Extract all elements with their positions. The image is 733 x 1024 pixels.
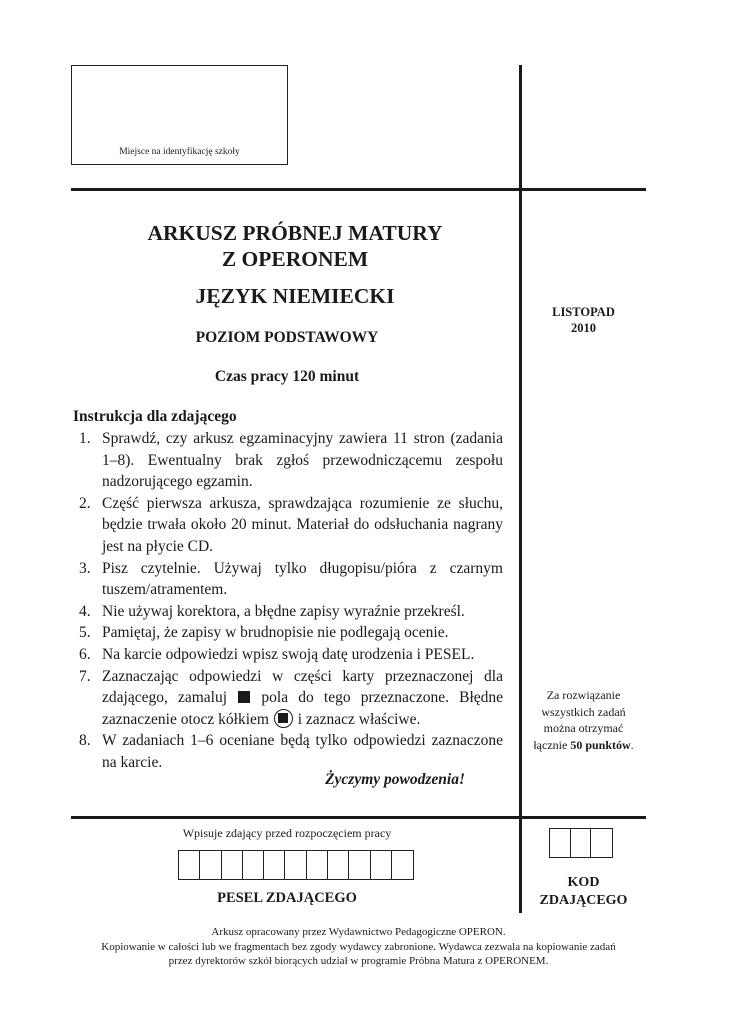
points-line-2: wszystkich zadań — [541, 704, 626, 719]
instruction-number: 3. — [79, 559, 91, 577]
points-suffix: . — [630, 737, 634, 752]
instruction-text-part-a: Zaznaczając odpowiedzi w części karty przeznaczonej dla zdającego, zamaluj — [102, 667, 503, 707]
points-note — [526, 687, 641, 753]
exam-year: 2010 — [571, 321, 596, 335]
instruction-number: 7. — [79, 667, 91, 685]
kod-digit-box[interactable] — [571, 829, 592, 857]
points-line-1: Za rozwiązanie — [546, 688, 621, 702]
instruction-number: 6. — [79, 645, 91, 663]
title-line-1: ARKUSZ PRÓBNEJ MATURY — [147, 221, 443, 245]
instruction-text: Pamiętaj, że zapisy w brudnopisie nie podlegają ocenie. — [102, 624, 449, 642]
school-box-label: Miejsce na identyfikację szkoły — [119, 147, 240, 157]
pesel-digit-box[interactable] — [243, 851, 264, 879]
instruction-text: W zadaniach 1–6 oceniane będą tylko odpowiedzi zaznaczone na karcie. — [102, 732, 503, 771]
exam-month: LISTOPAD — [552, 305, 615, 319]
pesel-digit-box[interactable] — [349, 851, 370, 879]
pesel-caption: Wpisuje zdający przed rozpoczęciem pracy — [182, 826, 392, 840]
pesel-digit-box[interactable] — [328, 851, 349, 879]
kod-label-line-1: KOD — [567, 875, 600, 890]
pesel-digit-box[interactable] — [371, 851, 392, 879]
instruction-text: Część pierwsza arkusza, sprawdzająca rozumienie ze słuchu, będzie trwała około 20 minut. Materiał do odsłuchania nagrany jest na płycie CD. — [102, 494, 503, 555]
filled-square-icon — [238, 691, 250, 703]
instruction-number: 5. — [79, 624, 91, 642]
kod-input-boxes — [549, 828, 613, 858]
pesel-digit-box[interactable] — [285, 851, 306, 879]
kod-digit-box[interactable] — [550, 829, 571, 857]
subject-title: JĘZYK NIEMIECKI — [195, 284, 395, 308]
vertical-divider — [519, 65, 522, 913]
kod-label — [526, 874, 641, 910]
instruction-item — [73, 558, 503, 601]
instruction-text-part-b: pola do tego przeznaczone. Błędne zaznaczenie otocz kółkiem — [102, 689, 504, 728]
pesel-input-boxes — [178, 850, 414, 880]
instruction-number: 8. — [79, 732, 91, 750]
points-line-4 — [526, 737, 641, 754]
closing-wish: Życzymy powodzenia! — [325, 771, 465, 788]
instruction-item — [73, 644, 503, 666]
footer-line-3: przez dyrektorów szkół biorących udział w programie Próbna Matura z OPERONEM. — [168, 955, 549, 967]
instruction-text: Sprawdź, czy arkusz egzaminacyjny zawiera 11 stron (zadania 1–8). Ewentualny brak zgłoś przewodniczącemu zespołu nadzorującego egzamin. — [102, 430, 503, 491]
instruction-item — [73, 622, 503, 644]
pesel-digit-box[interactable] — [179, 851, 200, 879]
instructions-heading: Instrukcja dla zdającego — [73, 408, 237, 425]
instruction-text: Nie używaj korektora, a błędne zapisy wyraźnie przekreśl. — [102, 602, 465, 620]
footer-notice — [71, 925, 646, 969]
pesel-digit-box[interactable] — [200, 851, 221, 879]
level-label: POZIOM PODSTAWOWY — [195, 329, 379, 346]
points-value: 50 punktów — [570, 737, 631, 752]
instruction-number: 4. — [79, 602, 91, 620]
school-identification-box — [71, 65, 288, 165]
duration-label: Czas pracy 120 minut — [214, 368, 360, 385]
instruction-number: 1. — [79, 430, 91, 447]
circled-square-icon — [274, 709, 293, 728]
bottom-divider — [71, 816, 646, 819]
pesel-digit-box[interactable] — [264, 851, 285, 879]
top-divider — [71, 188, 646, 191]
instruction-text: Na karcie odpowiedzi wpisz swoją datę urodzenia i PESEL. — [102, 645, 475, 663]
instructions-list — [73, 428, 503, 774]
instruction-item — [73, 428, 503, 493]
kod-digit-box[interactable] — [591, 829, 612, 857]
points-line-3: można otrzymać — [543, 721, 624, 735]
pesel-digit-box[interactable] — [222, 851, 243, 879]
instruction-item — [73, 493, 503, 558]
footer-line-1: Arkusz opracowany przez Wydawnictwo Pedagogiczne OPERON. — [211, 926, 506, 938]
exam-date — [526, 304, 641, 336]
pesel-digit-box[interactable] — [307, 851, 328, 879]
instruction-item — [73, 666, 503, 731]
instruction-number: 2. — [79, 494, 91, 512]
footer-line-2: Kopiowanie w całości lub we fragmentach bez zgody wydawcy zabronione. Wydawca zezwala na kopiowanie zadań — [101, 940, 616, 953]
points-prefix: łącznie — [533, 737, 571, 752]
instruction-text-part-c: i zaznacz właściwe. — [297, 710, 421, 728]
instruction-text: Pisz czytelnie. Używaj tylko długopisu/pióra z czarnym tuszem/atramentem. — [102, 559, 503, 599]
pesel-digit-box[interactable] — [392, 851, 413, 879]
instruction-item — [73, 601, 503, 623]
instruction-item — [73, 730, 503, 773]
pesel-label: PESEL ZDAJĄCEGO — [217, 890, 357, 906]
kod-label-line-2: ZDAJĄCEGO — [539, 893, 628, 908]
title-line-2: Z OPERONEM — [221, 247, 369, 271]
